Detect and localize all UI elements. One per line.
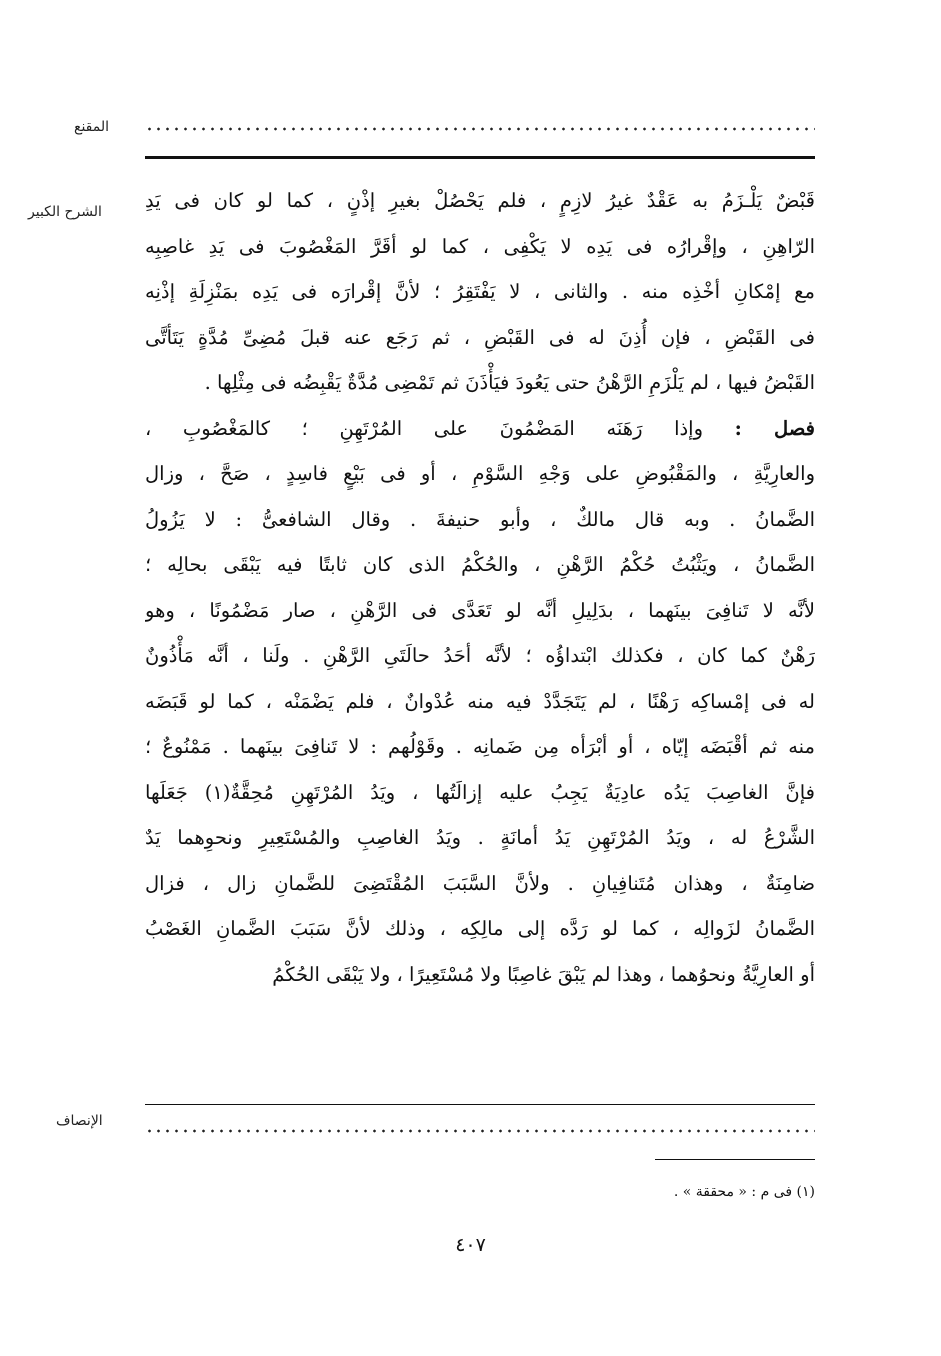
dotted-separator-bottom: [145, 1129, 815, 1133]
text-line-content: والعارِيَّةِ ، والمَقْبُوضِ على وَجْهِ السَّوْمِ ، أو فى بَيْعٍ فاسِدٍ ، صَحَّ ، وزال: [145, 462, 815, 485]
text-line: [145, 952, 815, 998]
text-line-content: منه ثم أقْبَضَه إيّاه ، أو أبْرَأه مِن ضَمانِه . وقَوْلُهم : لا تَنافِىَ بينَهما . مَمْنُوعٌ ؛: [145, 735, 815, 758]
text-line: [145, 224, 815, 270]
text-line-content: الضَّمانُ ، ويَثْبُتُ حُكْمُ الرَّهْنِ ، والحُكْمُ الذى كان ثابتًا فيه يَبْقَى بحالِه ؛: [145, 553, 815, 576]
text-line-content: الرّاهِنِ ، وإقْرارُه فى يَدِه لا يَكْفِى ، كما لو أقَرَّ المَغْصُوبَ فى يَدِ غاصِبِه: [145, 234, 815, 258]
text-line-content: فإنَّ الغاصِبَ يَدُه عادِيَةٌ يَجِبُ عليه إزالَتُها ، ويَدُ المُرْتَهِنِ مُحِقَّةٌ(١) جَعَلَها: [145, 780, 815, 804]
footnote: (١) فى م : « محققة » .: [673, 1184, 815, 1200]
text-line: [145, 542, 815, 588]
text-line-content: له فى إمْساكِه رَهْنًا ، لم يَتَجَدَّدْ فيه منه عُدْوانٌ ، فلم يَضْمَنْه ، كما لو قَبَضَه: [145, 689, 815, 713]
header-rule: [145, 156, 815, 159]
text-line: [145, 770, 815, 816]
text-line: [145, 178, 815, 224]
text-line-content: فى القَبْضِ ، فإن أُذِنَ له فى القَبْضِ ، ثم رَجَع عنه قبلَ مُضِىِّ مُدَّةٍ يَتَأتَّى: [145, 325, 815, 349]
text-line: [145, 269, 815, 315]
sharh-margin-label: الشرح الكبير: [28, 204, 102, 220]
dotted-separator-top: [145, 127, 815, 131]
text-line: [145, 406, 815, 452]
text-line: [145, 360, 815, 406]
text-line-content: لأنَّه لا تَنافِىَ بينَهما ، بدَلِيلِ أنَّه لو تَعَدَّى فى الرَّهْنِ ، صار مَضْمُونًا ، وهو: [145, 598, 815, 622]
text-line: [145, 451, 815, 497]
text-line-content: الشَّرْعُ له ، ويَدُ المُرْتَهِنِ يَدُ أمانَةٍ . ويَدُ الغاصِبِ والمُسْتَعِيرِ ونحوِهما يَدٌ: [145, 826, 815, 849]
insaf-margin-label: الإنصاف: [56, 1113, 103, 1129]
section-heading-term: فصل :: [734, 416, 815, 440]
text-line: [145, 315, 815, 361]
text-line-content: مع إمْكانِ أخْذِه منه . والثانى ، لا يَفْتَقِرُ ؛ لأنَّ إقْرارَه فى يَدِه بمَنْزِلَةِ إذْنِه: [145, 280, 815, 303]
text-line-content: الضَّمانُ . وبه قال مالكٌ ، وأبو حنيفةَ . وقال الشافعىُّ : لا يَزُولُ: [145, 507, 815, 531]
text-line-content: الضَّمانُ لزَوالِه ، كما لو رَدَّه إلى مالِكِه ، وذلك لأنَّ سَبَبَ الضَّمانِ الغَصْبُ: [145, 917, 815, 940]
text-line-content: وإذا رَهَنَه المَضْمُونَ على المُرْتَهِنِ ؛ كالمَغْصُوبِ ،: [145, 416, 704, 440]
main-text-block: [145, 178, 815, 997]
text-line-content: ضامِنَةٌ ، وهذان مُتَنافِيانِ . ولأنَّ السَّبَبَ المُقْتَضِىَ للضَّمانِ زال ، فزال: [145, 871, 815, 895]
text-line: [145, 588, 815, 634]
text-line-content: القَبْضُ فيها ، لم يَلْزَمِ الرَّهْنُ حتى يَعُودَ فيَأْذَنَ ثم تَمْضِى مُدَّةٌ يَقْبِضُه فى مِثْلِها .: [204, 371, 815, 394]
text-line-content: أو العارِيَّةُ ونحوُهما ، وهذا لم يَبْقَ غاصِبًا ولا مُسْتَعِيرًا ، ولا يَبْقَى الحُكْمُ: [272, 962, 815, 986]
text-line: [145, 815, 815, 861]
text-line: [145, 633, 815, 679]
bottom-rule: [145, 1104, 815, 1105]
text-line-content: رَهْنٌ كما كان ، فكذلك ابْتداؤُه ؛ لأنَّه أحَدُ حالَتَىِ الرَّهْنِ . ولَنا ، أنَّه مَأْذُونٌ: [145, 644, 815, 667]
text-line: [145, 724, 815, 770]
text-line: [145, 906, 815, 952]
page-number: ٤٠٧: [455, 1234, 486, 1256]
text-line: [145, 861, 815, 907]
text-line: [145, 497, 815, 543]
header-book-label: المقنع: [74, 119, 110, 135]
text-line: [145, 679, 815, 725]
footnote-rule: [655, 1159, 815, 1160]
text-line-content: قَبْضٌ يَلْـزَمُ به عَقْدٌ غيرُ لازِمٍ ، فلم يَحْصُلْ بغيرِ إذْنٍ ، كما لو كان فى يَدِ: [145, 189, 815, 212]
